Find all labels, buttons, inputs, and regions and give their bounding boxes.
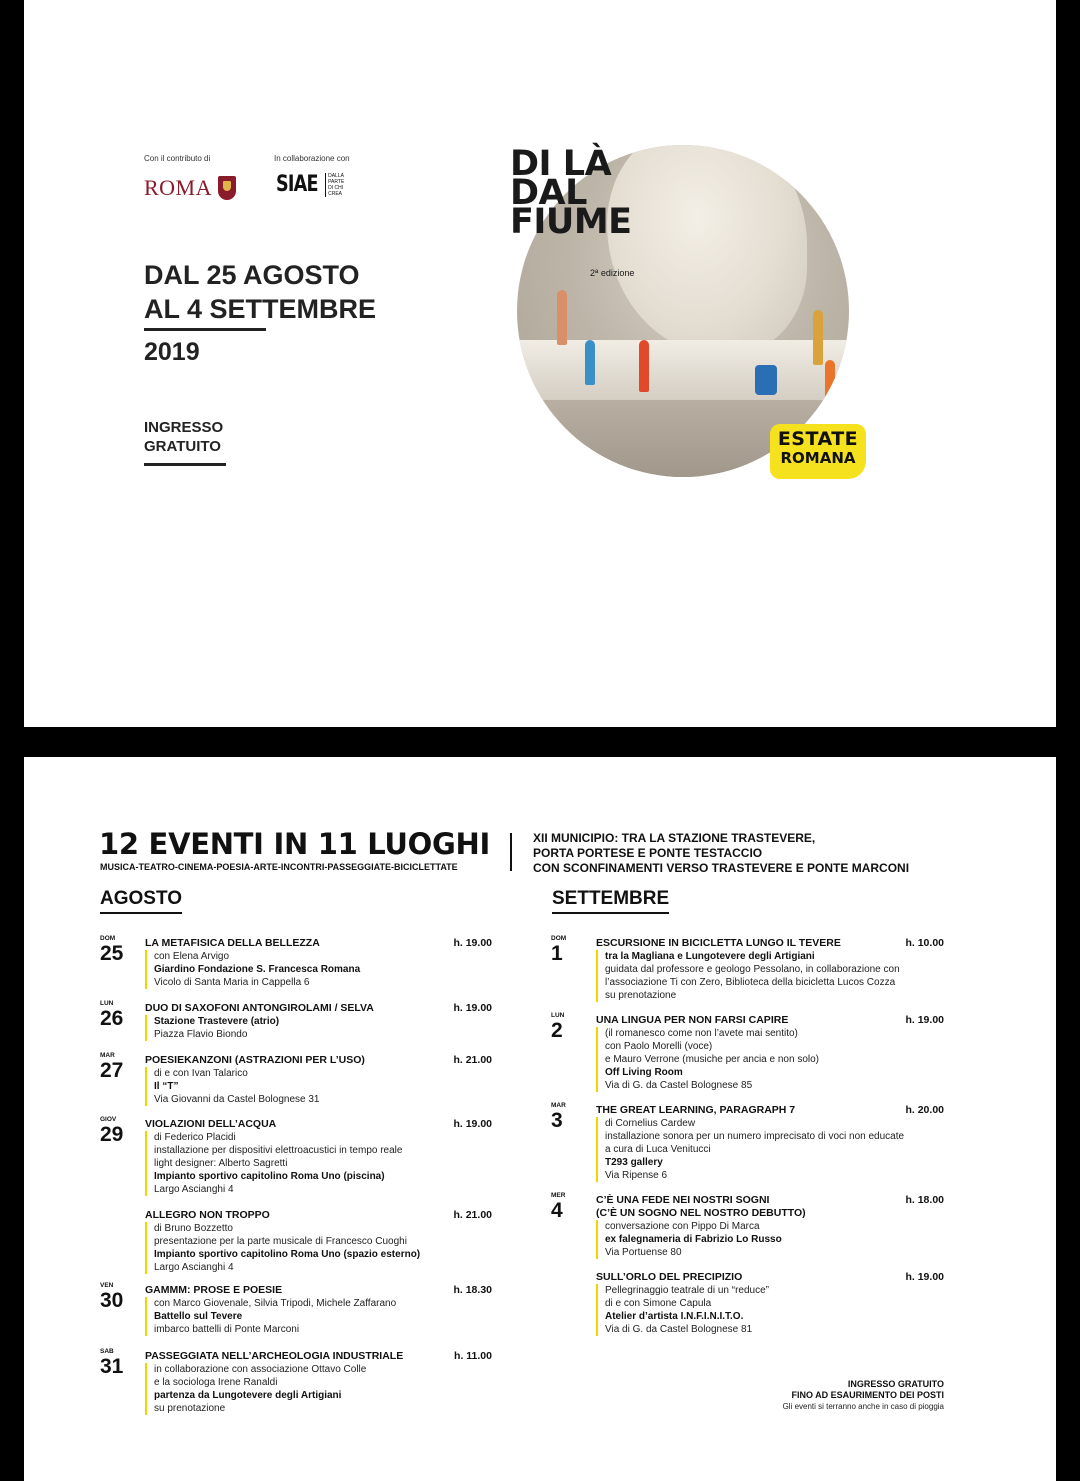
divider [144, 463, 226, 466]
flyer-back [24, 757, 1056, 1481]
footer-line2: FINO AD ESAURIMENTO DEI POSTI [791, 1390, 944, 1400]
event-venue: Stazione Trastevere (atrio) [154, 1016, 280, 1027]
event-detail-line: guidata dal professore e geologo Pessolano, in collaborazione con [605, 964, 900, 975]
footer-line3: Gli eventi si terranno anche in caso di pioggia [782, 1402, 944, 1411]
title-line2: DAL [510, 173, 587, 213]
flyer-front [24, 0, 1056, 727]
event-title: VIOLAZIONI DELL’ACQUA [145, 1118, 277, 1130]
roma-crest-icon [218, 176, 236, 200]
program-tagline: MUSICA-TEATRO-CINEMA-POESIA-ARTE-INCONTRI-PASSEGGIATE-BICICLETTATE [100, 862, 458, 872]
statue-shape [607, 145, 807, 355]
month-heading-agosto: AGOSTO [100, 888, 182, 914]
location-line3: CON SCONFINAMENTI VERSO TRASTEVERE E PONTE MARCONI [533, 861, 910, 875]
event-details [145, 1363, 366, 1415]
event-weekday: DOM [100, 935, 116, 942]
event-title: POESIEKANZONI (ASTRAZIONI PER L’USO) [145, 1054, 365, 1066]
event-detail-line: di Federico Placidi [154, 1132, 236, 1143]
event-day: 4 [551, 1199, 563, 1222]
month-heading-settembre: SETTEMBRE [552, 888, 669, 914]
event-details [596, 950, 900, 1002]
event-time: h. 19.00 [453, 1118, 492, 1130]
event-title: SULL’ORLO DEL PRECIPIZIO [596, 1271, 743, 1283]
event-detail-line: con Elena Arvigo [154, 951, 230, 962]
event-detail-line: installazione sonora per un numero imprecisato di voci non educate [605, 1131, 905, 1142]
event-time: h. 10.00 [905, 937, 944, 949]
event-day: 26 [100, 1007, 124, 1030]
event-weekday: SAB [100, 1348, 114, 1355]
event-day: 1 [551, 942, 563, 965]
event-time: h. 19.00 [453, 937, 492, 949]
event-day: 29 [100, 1123, 124, 1146]
roma-logo [144, 175, 236, 201]
event-day: 30 [100, 1289, 124, 1312]
event-details [145, 1131, 402, 1196]
event-detail-line: di e con Simone Capula [605, 1298, 712, 1309]
event-detail-line: di Cornelius Cardew [605, 1118, 696, 1129]
event-venue: Giardino Fondazione S. Francesca Romana [154, 964, 361, 975]
event-detail-line: Largo Ascianghi 4 [154, 1184, 234, 1195]
event-detail-line: con Paolo Morelli (voce) [605, 1041, 713, 1052]
event-details [596, 1220, 782, 1259]
event-title: GAMMM: PROSE E POESIE [145, 1284, 283, 1296]
event-detail-line: di e con Ivan Talarico [154, 1068, 248, 1079]
event-time: h. 18.30 [453, 1284, 492, 1296]
date-line-end: AL 4 SETTEMBRE [144, 294, 377, 324]
event-day: 2 [551, 1019, 563, 1042]
event-title: ALLEGRO NON TROPPO [145, 1209, 270, 1221]
event-details [145, 1297, 396, 1336]
figurine [639, 340, 649, 392]
title-line1: DI LÀ [510, 144, 612, 184]
program-headline: 12 EVENTI IN 11 LUOGHI [99, 827, 490, 861]
location-description [533, 831, 909, 876]
event-details [145, 950, 360, 989]
event-details [596, 1027, 819, 1092]
event-detail-line: l’associazione Ti con Zero, Biblioteca della bicicletta Lucos Cozza [605, 977, 896, 988]
event-time: h. 20.00 [905, 1104, 944, 1116]
event-detail-line: Piazza Flavio Biondo [154, 1029, 248, 1040]
event-title: PASSEGGIATA NELL’ARCHEOLOGIA INDUSTRIALE [145, 1350, 404, 1362]
free-entry-line2: GRATUITO [144, 438, 221, 455]
footer-note [783, 1379, 944, 1412]
event-weekday: MAR [551, 1102, 566, 1109]
event-detail-line: light designer: Alberto Sagretti [154, 1158, 288, 1169]
event-time: h. 21.00 [453, 1209, 492, 1221]
event-time: h. 18.00 [905, 1194, 944, 1206]
title-line3: FIUME [510, 202, 632, 242]
free-entry-line1: INGRESSO [144, 419, 224, 436]
siae-logo [276, 172, 345, 197]
event-time: h. 19.00 [905, 1271, 944, 1283]
event-time: h. 21.00 [453, 1054, 492, 1066]
event-detail-line: Pellegrinaggio teatrale di un “reduce” [605, 1285, 769, 1296]
event-title: C’È UNA FEDE NEI NOSTRI SOGNI (C’È UN SOGNO NEL NOSTRO DEBUTTO) [596, 1194, 806, 1219]
event-weekday: LUN [551, 1012, 565, 1019]
event-year: 2019 [144, 338, 200, 366]
event-venue: Off Living Room [605, 1067, 683, 1078]
event-details [596, 1117, 904, 1182]
event-details [145, 1222, 420, 1274]
event-venue: Battello sul Tevere [154, 1311, 243, 1322]
location-line1: XII MUNICIPIO: TRA LA STAZIONE TRASTEVERE, [533, 831, 816, 845]
location-line2: PORTA PORTESE E PONTE TESTACCIO [533, 846, 763, 860]
event-detail-line: di Bruno Bozzetto [154, 1223, 233, 1234]
figurine [813, 310, 823, 365]
collaboration-label: In collaborazione con [274, 154, 350, 163]
event-detail-line: e Mauro Verrone (musiche per ancia e non solo) [605, 1054, 820, 1065]
figurine [825, 360, 835, 405]
event-weekday: MER [551, 1192, 566, 1199]
event-detail-line: conversazione con Pippo Di Marca [605, 1221, 760, 1232]
event-title: DUO DI SAXOFONI ANTONGIROLAMI / SELVA [145, 1002, 374, 1014]
estate-romana-badge [770, 424, 866, 479]
badge-line2: ROMANA [780, 449, 856, 467]
roma-logo-text: ROMA [144, 175, 213, 200]
event-detail-line: in collaborazione con associazione Ottavo Colle [154, 1364, 367, 1375]
event-weekday: GIOV [100, 1116, 117, 1123]
figurine [557, 290, 567, 345]
event-detail-line: presentazione per la parte musicale di Francesco Cuoghi [154, 1236, 407, 1247]
event-venue: Il “T” [154, 1081, 179, 1092]
event-time: h. 19.00 [905, 1014, 944, 1026]
event-details [145, 1067, 319, 1106]
event-details [145, 1015, 279, 1041]
badge-line1: ESTATE [777, 428, 859, 450]
event-detail-line: installazione per dispositivi elettroacustici in tempo reale [154, 1145, 403, 1156]
event-detail-line: su prenotazione [154, 1403, 226, 1414]
event-title: ESCURSIONE IN BICICLETTA LUNGO IL TEVERE [596, 937, 841, 949]
event-title: UNA LINGUA PER NON FARSI CAPIRE [596, 1014, 789, 1026]
event-day: 27 [100, 1059, 124, 1082]
event-venue: ex falegnameria di Fabrizio Lo Russo [605, 1234, 782, 1245]
statue-base [517, 340, 849, 400]
event-detail-line: Via Ripense 6 [605, 1170, 668, 1181]
siae-logo-subtitle: DALLA PARTE DI CHI CREA [325, 173, 345, 197]
siae-logo-text: SIAE [276, 172, 318, 197]
event-detail-line: e la sociologa Irene Ranaldi [154, 1377, 278, 1388]
event-venue: Atelier d’artista I.N.F.I.N.I.T.O. [605, 1311, 744, 1322]
event-title [510, 144, 632, 242]
event-venue: Impianto sportivo capitolino Roma Uno (piscina) [154, 1171, 385, 1182]
event-detail-line: Largo Ascianghi 4 [154, 1262, 234, 1273]
event-detail-line: Via di G. da Castel Bolognese 81 [605, 1324, 753, 1335]
figurine [585, 340, 595, 385]
date-line-start: DAL 25 AGOSTO [144, 260, 360, 290]
event-venue: Impianto sportivo capitolino Roma Uno (spazio esterno) [154, 1249, 421, 1260]
event-detail-line: Via Portuense 80 [605, 1247, 682, 1258]
event-venue: T293 gallery [605, 1157, 663, 1168]
sponsor-label: Con il contributo di [144, 154, 211, 163]
event-time: h. 11.00 [454, 1350, 492, 1362]
event-weekday: MAR [100, 1052, 115, 1059]
event-detail-line: a cura di Luca Venitucci [605, 1144, 711, 1155]
figurine [755, 365, 777, 395]
event-detail-line: imbarco battelli di Ponte Marconi [154, 1324, 300, 1335]
event-day: 31 [100, 1355, 124, 1378]
divider [144, 328, 266, 331]
event-venue: tra la Magliana e Lungotevere degli Artigiani [605, 951, 815, 962]
event-weekday: VEN [100, 1282, 114, 1289]
event-detail-line: Via di G. da Castel Bolognese 85 [605, 1080, 753, 1091]
free-entry-label [144, 418, 223, 456]
event-weekday: DOM [551, 935, 567, 942]
event-detail-line: con Marco Giovenale, Silvia Tripodi, Michele Zaffarano [154, 1298, 397, 1309]
event-time: h. 19.00 [453, 1002, 492, 1014]
edition-label: 2ª edizione [590, 268, 635, 278]
event-day: 25 [100, 942, 124, 965]
event-dates [144, 258, 376, 326]
event-day: 3 [551, 1109, 563, 1132]
event-title: LA METAFISICA DELLA BELLEZZA [145, 937, 320, 949]
event-detail-line: su prenotazione [605, 990, 677, 1001]
event-detail-line: (il romanesco come non l’avete mai sentito) [605, 1028, 798, 1039]
event-detail-line: Vicolo di Santa Maria in Cappella 6 [154, 977, 310, 988]
event-venue: partenza da Lungotevere degli Artigiani [154, 1390, 342, 1401]
event-weekday: LUN [100, 1000, 114, 1007]
divider [510, 833, 512, 871]
footer-line1: INGRESSO GRATUITO [847, 1379, 944, 1389]
event-detail-line: Via Giovanni da Castel Bolognese 31 [154, 1094, 320, 1105]
event-details [596, 1284, 769, 1336]
event-title: THE GREAT LEARNING, PARAGRAPH 7 [596, 1104, 796, 1116]
